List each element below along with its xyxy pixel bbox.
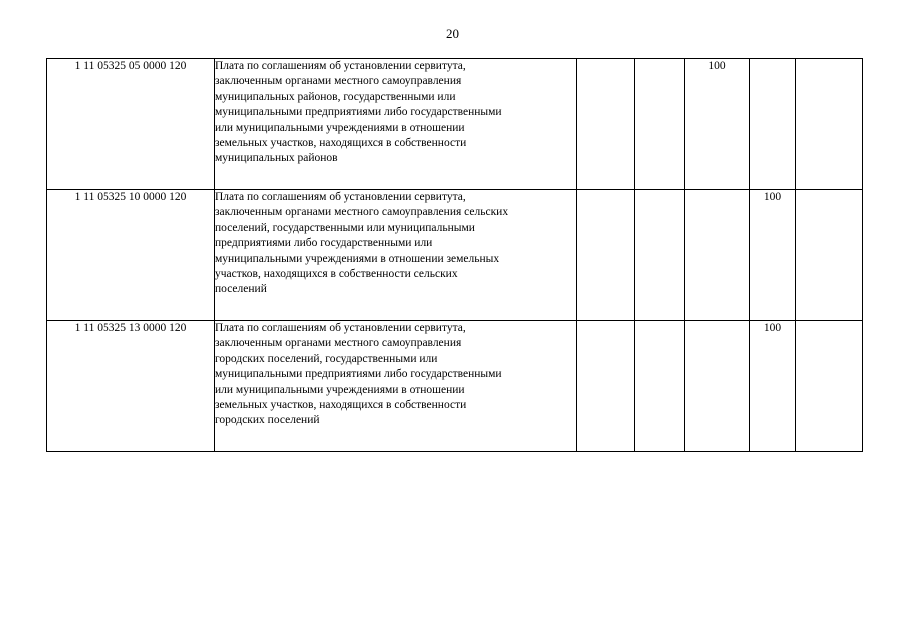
allocation-cell: 100 (750, 190, 796, 321)
allocation-cell: 100 (685, 59, 750, 190)
allocation-cell (635, 59, 685, 190)
allocation-cell (796, 59, 863, 190)
allocation-cell (635, 190, 685, 321)
revenue-name (215, 190, 577, 321)
allocation-cell (750, 59, 796, 190)
name-line: участков, находящихся в собственности сельских (215, 268, 458, 281)
allocation-cell (577, 59, 635, 190)
table-row (47, 190, 863, 321)
name-line: земельных участков, находящихся в собственности (215, 399, 467, 412)
revenue-name (215, 59, 577, 190)
table-row (47, 59, 863, 190)
budget-revenue-table (46, 58, 863, 452)
allocation-cell (577, 321, 635, 452)
name-line: предприятиями либо государственными или (215, 237, 433, 250)
name-line: Плата по соглашениям об установлении сервитута, (215, 60, 466, 72)
revenue-name (215, 321, 577, 452)
revenue-code: 1 11 05325 13 0000 120 (47, 321, 215, 452)
name-line: Плата по соглашениям об установлении сервитута, (215, 322, 466, 334)
name-line: муниципальных районов, государственными или (215, 90, 456, 103)
name-line: Плата по соглашениям об установлении сервитута, (215, 191, 466, 203)
name-line: городских поселений (215, 414, 320, 427)
allocation-cell (796, 321, 863, 452)
allocation-cell (685, 190, 750, 321)
name-line: заключенным органами местного самоуправления (215, 337, 462, 350)
name-line: муниципальных районов (215, 152, 338, 165)
name-line: или муниципальными учреждениями в отношении (215, 383, 465, 396)
allocation-cell (685, 321, 750, 452)
name-line: поселений, государственными или муниципальными (215, 221, 475, 234)
name-line: поселений (215, 283, 267, 296)
allocation-cell (635, 321, 685, 452)
name-line: муниципальными предприятиями либо государственными (215, 106, 502, 119)
revenue-code: 1 11 05325 05 0000 120 (47, 59, 215, 190)
name-line: муниципальными предприятиями либо государственными (215, 368, 502, 381)
name-line: заключенным органами местного самоуправления (215, 75, 462, 88)
name-line: заключенным органами местного самоуправления сельских (215, 206, 509, 219)
allocation-cell (577, 190, 635, 321)
name-line: городских поселений, государственными или (215, 352, 438, 365)
name-line: или муниципальными учреждениями в отношении (215, 121, 465, 134)
page-number: 20 (446, 26, 459, 41)
table-row (47, 321, 863, 452)
name-line: земельных участков, находящихся в собственности (215, 137, 467, 150)
allocation-cell: 100 (750, 321, 796, 452)
name-line: муниципальными учреждениями в отношении земельных (215, 252, 500, 265)
revenue-code: 1 11 05325 10 0000 120 (47, 190, 215, 321)
allocation-cell (796, 190, 863, 321)
